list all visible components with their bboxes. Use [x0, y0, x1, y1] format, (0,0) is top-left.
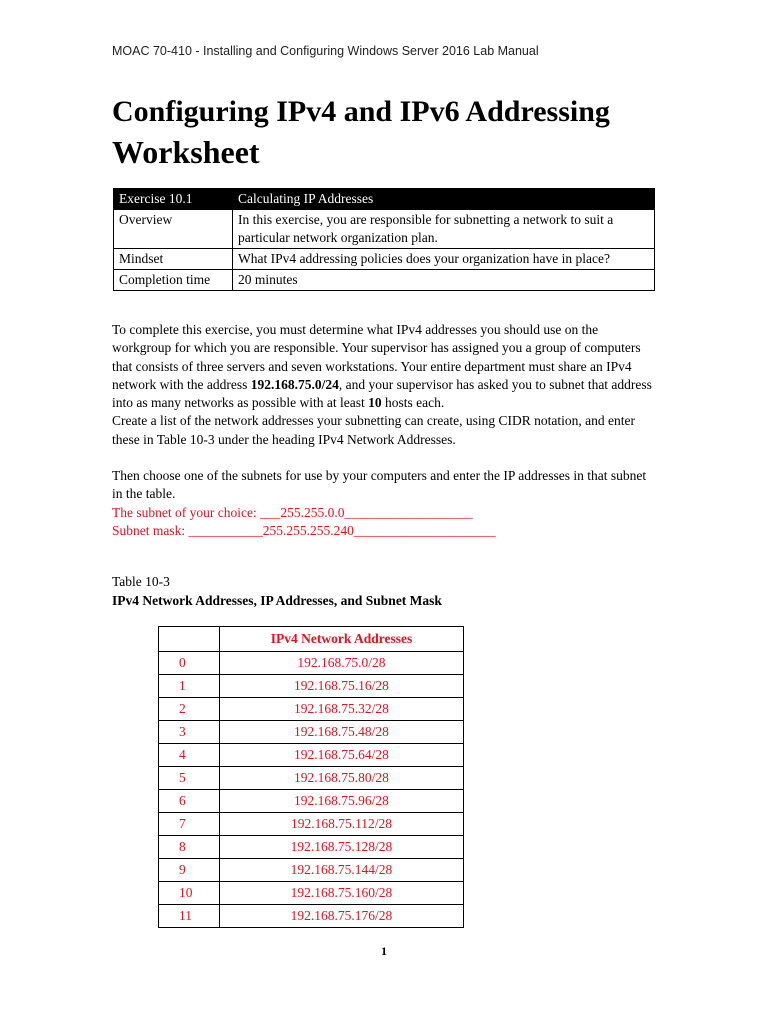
table-row: [159, 767, 464, 790]
table-row: [159, 698, 464, 721]
running-header: MOAC 70-410 - Installing and Configuring Windows Server 2016 Lab Manual: [112, 44, 539, 58]
table-row: [159, 744, 464, 767]
network-address-cell: 192.168.75.144/28: [220, 859, 464, 882]
network-address: 192.168.75.0/24: [250, 376, 339, 392]
table-row: [159, 859, 464, 882]
row-index: 2: [159, 698, 220, 721]
overview-value: In this exercise, you are responsible for subnetting a network to suit a particular network organization plan.: [233, 210, 655, 249]
title-line-2: Worksheet: [112, 134, 260, 170]
network-address-cell: 192.168.75.64/28: [220, 744, 464, 767]
row-index: 1: [159, 675, 220, 698]
network-address-cell: 192.168.75.96/28: [220, 790, 464, 813]
row-index: 9: [159, 859, 220, 882]
exercise-row: [114, 189, 655, 210]
completion-time-value: 20 minutes: [233, 270, 655, 291]
exercise-info-table: [113, 188, 655, 291]
row-index: 4: [159, 744, 220, 767]
page-title: [112, 92, 672, 172]
row-index: 5: [159, 767, 220, 790]
network-address-cell: 192.168.75.32/28: [220, 698, 464, 721]
subnet-choice-answer: The subnet of your choice: ___255.255.0.0___________________: [112, 504, 473, 520]
title-line-1: Configuring IPv4 and IPv6 Addressing: [112, 95, 610, 128]
row-index: 10: [159, 882, 220, 905]
table-row: [159, 652, 464, 675]
network-address-header: IPv4 Network Addresses: [220, 627, 464, 652]
table-row: [159, 905, 464, 928]
row-index: 8: [159, 836, 220, 859]
row-index: 6: [159, 790, 220, 813]
mindset-label: Mindset: [114, 249, 233, 270]
subnet-instruction: Then choose one of the subnets for use by your computers and enter the IP addresses in that subnet in the table.: [112, 468, 647, 502]
table-row: [159, 813, 464, 836]
instructions: [112, 321, 657, 540]
completion-time-label: Completion time: [114, 270, 233, 291]
intro-text-1: To complete this exercise, you must determine what IPv4 addresses you should use on the workgroup for which you are responsible. Your supervisor has assigned you a group of computers that consists of three servers and seven workstations. Your entire department must share an IPv4 network with the address: [112, 322, 641, 392]
cidr-instruction: Create a list of the network addresses your subnetting can create, using CIDR notation, and enter these in Table 10-3 under the heading IPv4 Network Addresses.: [112, 413, 635, 447]
subnet-mask-answer: Subnet mask: ___________255.255.255.240_____________________: [112, 522, 496, 538]
row-index: 7: [159, 813, 220, 836]
intro-text-3: hosts each.: [381, 395, 445, 411]
network-address-cell: 192.168.75.0/28: [220, 652, 464, 675]
network-table-header-row: [159, 627, 464, 652]
table-row: [159, 836, 464, 859]
intro-text-2: , and your supervisor has asked you to subnet that address into as many networks as possible with at least: [112, 376, 652, 411]
table-row: [159, 675, 464, 698]
overview-row: [114, 210, 655, 249]
network-address-cell: 192.168.75.112/28: [220, 813, 464, 836]
row-index: 11: [159, 905, 220, 928]
mindset-value: What IPv4 addressing policies does your organization have in place?: [233, 249, 655, 270]
table-number: Table 10-3: [112, 574, 170, 589]
table-row: [159, 790, 464, 813]
overview-label: Overview: [114, 210, 233, 249]
network-address-cell: 192.168.75.48/28: [220, 721, 464, 744]
host-count: 10: [368, 395, 382, 411]
exercise-title: Calculating IP Addresses: [233, 189, 655, 210]
table-caption: [112, 572, 442, 610]
network-address-cell: 192.168.75.176/28: [220, 905, 464, 928]
exercise-label: Exercise 10.1: [114, 189, 233, 210]
network-address-cell: 192.168.75.80/28: [220, 767, 464, 790]
mindset-row: [114, 249, 655, 270]
table-row: [159, 882, 464, 905]
network-address-table: [158, 626, 464, 928]
network-address-cell: 192.168.75.128/28: [220, 836, 464, 859]
index-header: [159, 627, 220, 652]
table-title: IPv4 Network Addresses, IP Addresses, and Subnet Mask: [112, 593, 442, 608]
table-row: [159, 721, 464, 744]
network-address-cell: 192.168.75.16/28: [220, 675, 464, 698]
row-index: 0: [159, 652, 220, 675]
row-index: 3: [159, 721, 220, 744]
page-number: 1: [381, 944, 387, 958]
intro-paragraph: [112, 321, 657, 412]
network-address-cell: 192.168.75.160/28: [220, 882, 464, 905]
completion-time-row: [114, 270, 655, 291]
